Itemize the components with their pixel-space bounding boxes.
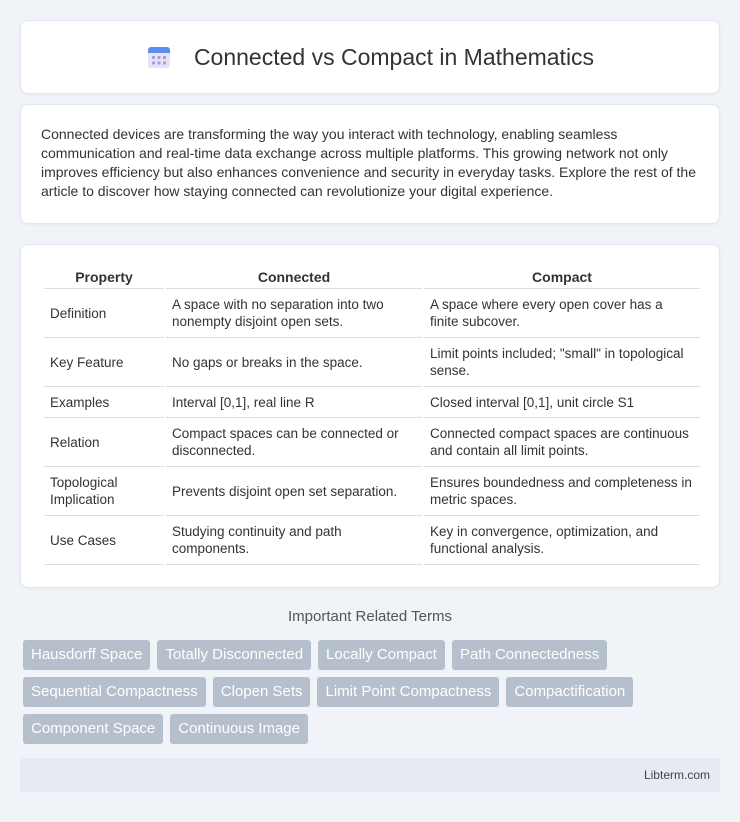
row-connected: Prevents disjoint open set separation.: [166, 467, 422, 516]
row-property: Relation: [44, 418, 164, 467]
related-term-tag[interactable]: Sequential Compactness: [23, 677, 206, 707]
table-row: [44, 338, 700, 387]
related-term-tag[interactable]: Path Connectedness: [452, 640, 607, 670]
related-term-tag[interactable]: Compactification: [506, 677, 633, 707]
table-row: [44, 516, 700, 565]
related-term-tag[interactable]: Limit Point Compactness: [317, 677, 499, 707]
related-terms-list: [23, 640, 723, 744]
footer: [20, 758, 720, 792]
row-property: Definition: [44, 289, 164, 338]
related-terms-title: Important Related Terms: [288, 608, 452, 625]
related-term-tag[interactable]: Locally Compact: [318, 640, 445, 670]
table-row: [44, 387, 700, 418]
related-term-tag[interactable]: Component Space: [23, 714, 163, 744]
related-term-tag[interactable]: Hausdorff Space: [23, 640, 150, 670]
row-connected: Interval [0,1], real line R: [166, 387, 422, 418]
row-connected: Studying continuity and path components.: [166, 516, 422, 565]
footer-site-link[interactable]: Libterm.com: [643, 768, 710, 782]
row-compact: Connected compact spaces are continuous and contain all limit points.: [424, 418, 700, 467]
row-connected: A space with no separation into two nonempty disjoint open sets.: [166, 289, 422, 338]
row-compact: Key in convergence, optimization, and functional analysis.: [424, 516, 700, 565]
header-card: [20, 20, 720, 94]
table-row: [44, 289, 700, 338]
intro-paragraph: Connected devices are transforming the way you interact with technology, enabling seamless communication and real-time data exchange across multiple platforms. This growing network not only improves efficiency but also enhances convenience and security in everyday tasks. Explore the rest of the article to discover how staying connected can revolutionize your digital experience.: [41, 126, 696, 199]
intro-card: [20, 104, 720, 224]
row-compact: Closed interval [0,1], unit circle S1: [424, 387, 700, 418]
row-compact: Limit points included; "small" in topological sense.: [424, 338, 700, 387]
row-connected: No gaps or breaks in the space.: [166, 338, 422, 387]
row-property: Key Feature: [44, 338, 164, 387]
related-term-tag[interactable]: Continuous Image: [170, 714, 308, 744]
row-compact: Ensures boundedness and completeness in metric spaces.: [424, 467, 700, 516]
page-title: Connected vs Compact in Mathematics: [193, 43, 595, 70]
table-row: [44, 467, 700, 516]
row-connected: Compact spaces can be connected or disconnected.: [166, 418, 422, 467]
row-compact: A space where every open cover has a finite subcover.: [424, 289, 700, 338]
row-property: Topological Implication: [44, 467, 164, 516]
row-property: Examples: [44, 387, 164, 418]
comparison-table-card: [20, 244, 720, 588]
related-term-tag[interactable]: Clopen Sets: [213, 677, 311, 707]
table-row: [44, 418, 700, 467]
header-property: Property: [44, 265, 164, 289]
comparison-table: [42, 265, 702, 565]
related-term-tag[interactable]: Totally Disconnected: [157, 640, 311, 670]
calendar-grid-icon: [146, 44, 172, 70]
header-connected: Connected: [166, 265, 422, 289]
header-compact: Compact: [424, 265, 700, 289]
row-property: Use Cases: [44, 516, 164, 565]
